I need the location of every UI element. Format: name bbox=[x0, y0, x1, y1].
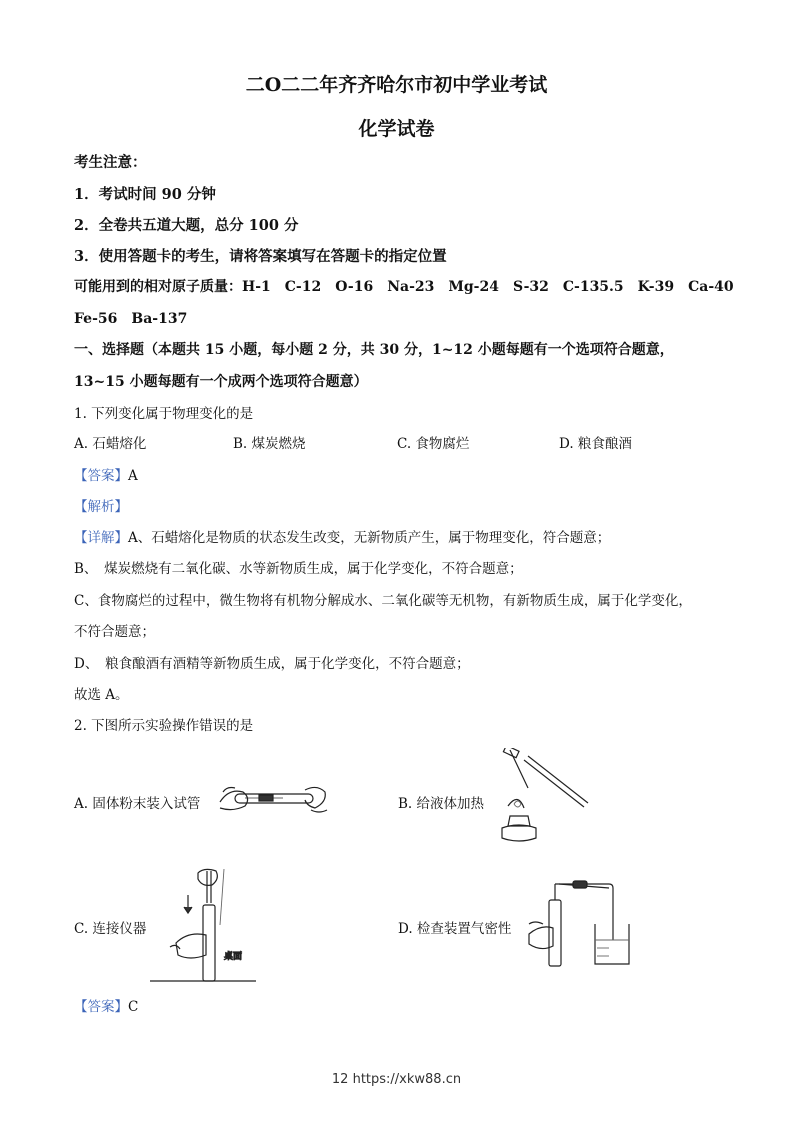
answer-label: 【答案】 bbox=[74, 468, 128, 484]
q1-analysis bbox=[74, 495, 128, 515]
detail-a-text: A、石蜡熔化是物质的状态发生改变，无新物质产生，属于物理变化，符合题意； bbox=[128, 530, 611, 546]
figure-d-airtightness-check-icon bbox=[525, 880, 635, 968]
q1-detail-c-1: C、食物腐烂的过程中，微生物将有机物分解成水、二氧化碳等无机物，有新物质生成，属于化学变化， bbox=[74, 593, 692, 609]
table-surface-label: 桌面 bbox=[224, 952, 243, 962]
q1-detail-c-2: 不符合题意； bbox=[74, 624, 155, 640]
q1-option-b: B. 煤炭燃烧 bbox=[233, 436, 306, 452]
detail-label: 【详解】 bbox=[74, 530, 128, 546]
q1-conclusion: 故选 A。 bbox=[74, 687, 129, 703]
q2-option-b: B. 给液体加热 bbox=[398, 796, 485, 812]
q2-option-c: C. 连接仪器 bbox=[74, 921, 147, 937]
q2-option-a: A. 固体粉末装入试管 bbox=[74, 796, 201, 812]
q1-option-a: A. 石蜡熔化 bbox=[74, 436, 147, 452]
q2-answer bbox=[74, 995, 138, 1015]
section-heading-line-1: 一、选择题（本题共 15 小题，每小题 2 分，共 30 分，1~12 小题每题有一个选项符合题意， bbox=[74, 342, 674, 358]
notice-item-3: 3．使用答题卡的考生，请将答案填写在答题卡的指定位置 bbox=[74, 248, 447, 265]
q2-answer-value: C bbox=[128, 999, 139, 1015]
notice-item-1: 1．考试时间 90 分钟 bbox=[74, 186, 216, 203]
q1-option-c: C. 食物腐烂 bbox=[397, 436, 470, 452]
q2-option-d: D. 检查装置气密性 bbox=[398, 921, 512, 937]
q1-detail-d: D、 粮食酿酒有酒精等新物质生成，属于化学变化，不符合题意； bbox=[74, 656, 470, 672]
figure-b-liquid-heating-icon bbox=[488, 748, 593, 850]
q1-option-d: D. 粮食酿酒 bbox=[559, 436, 632, 452]
figure-c-connecting-apparatus-icon bbox=[148, 865, 258, 985]
exam-subtitle: 化学试卷 bbox=[358, 118, 435, 140]
q1-answer bbox=[74, 464, 138, 484]
q1-detail-b: B、 煤炭燃烧有二氧化碳、水等新物质生成，属于化学变化，不符合题意； bbox=[74, 561, 523, 577]
answer-value: A bbox=[128, 468, 138, 484]
atomic-mass-line-2: Fe-56 Ba-137 bbox=[74, 311, 188, 327]
q2-stem: 2. 下图所示实验操作错误的是 bbox=[74, 718, 254, 734]
atomic-mass-line-1: 可能用到的相对原子质量：H-1 C-12 O-16 Na-23 Mg-24 S-32 C-135.5 K-39 Ca-40 bbox=[74, 279, 734, 295]
q1-detail-a bbox=[74, 526, 610, 546]
q2-answer-label: 【答案】 bbox=[74, 999, 128, 1015]
figure-a-powder-loading-icon bbox=[215, 780, 330, 820]
section-heading-line-2: 13~15 小题每题有一个成两个选项符合题意） bbox=[74, 374, 368, 390]
page-footer: 12 https://xkw88.cn bbox=[331, 1072, 462, 1087]
analysis-label: 【解析】 bbox=[74, 499, 128, 515]
exam-title: 二O二二年齐齐哈尔市初中学业考试 bbox=[245, 74, 548, 96]
q1-stem: 1. 下列变化属于物理变化的是 bbox=[74, 406, 254, 422]
notice-item-2: 2．全卷共五道大题，总分 100 分 bbox=[74, 217, 299, 234]
notice-heading: 考生注意： bbox=[74, 154, 147, 171]
